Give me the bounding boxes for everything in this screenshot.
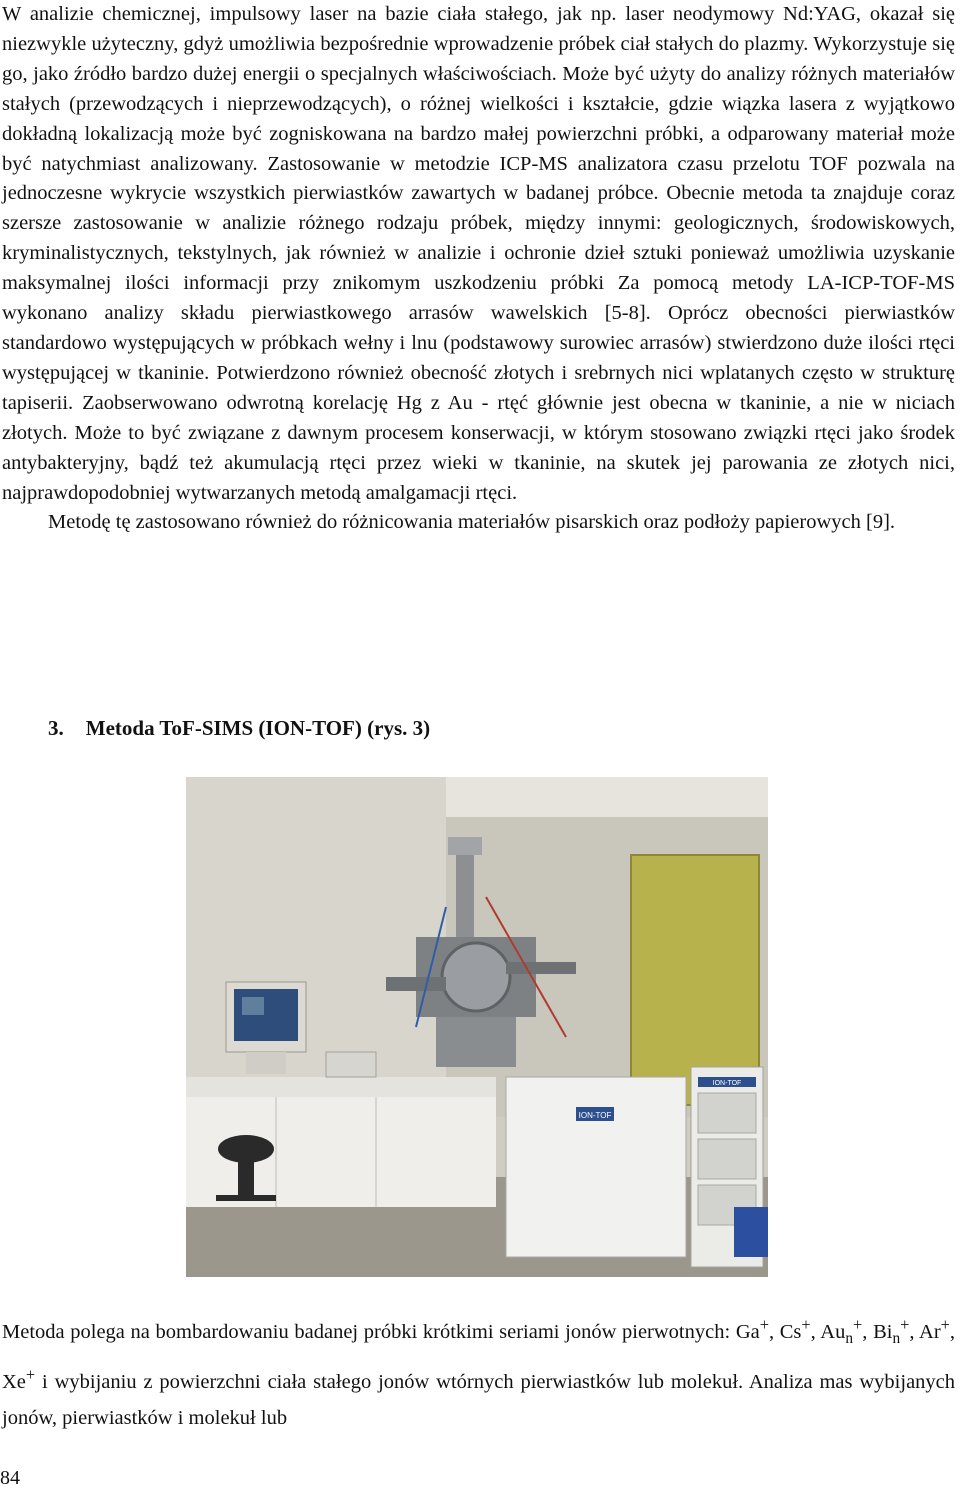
method-continuation: i wybijaniu z powierzchni ciała stałego jonów wtórnych pierwiastków lub molekuł. Analiza mas wybijanych jonów, pierwiastków i molekuł lub: [2, 1370, 956, 1429]
ion-xe: Xe+: [2, 1364, 36, 1393]
ion-ar: Ar+,: [919, 1315, 956, 1343]
page-number: 84: [0, 1467, 20, 1489]
section-heading: [48, 713, 430, 743]
ion-bi: $Bi_n^+$,: [873, 1315, 920, 1347]
figure-tof-sims-photo: [186, 777, 768, 1277]
body-text-top: [2, 0, 955, 538]
device-label-text: ION-TOF: [578, 1111, 612, 1120]
body-text-bottom: [2, 1307, 955, 1436]
rack-label-text: ION-TOF: [712, 1080, 742, 1087]
section-title: Metoda ToF-SIMS (ION-TOF) (rys. 3): [85, 716, 431, 740]
ion-cs: Cs+,: [779, 1315, 821, 1343]
paragraph-writing-materials: Metodę tę zastosowano również do różnicowania materiałów pisarskich oraz podłoży papierowych [9].: [48, 511, 896, 534]
section-number: 3.: [48, 716, 64, 740]
method-intro: Metoda polega na bombardowaniu badanej próbki krótkimi seriami jonów pierwotnych:: [2, 1320, 731, 1343]
paragraph-laser-analysis: W analizie chemicznej, impulsowy laser na bazie ciała stałego, jak np. laser neodymowy Nd:YAG, okazał się niezwykle użyteczny, gdyż umożliwia bezpośrednie wprowadzenie próbek ciał stałych do plazmy. Wykorzystuje się go, jako źródło bardzo dużej energii o specjalnych właściwościach. Może być użyty do analizy różnych materiałów stałych (przewodzących i nieprzewodzących), o różnej wielkości i kształcie, gdzie wiązka lasera z wyjątkowo dokładną lokalizacją może być zogniskowana na bardzo małej powierzchni próbki, a odparowany materiał może być natychmiast analizowany. Zastosowanie w metodzie ICP-MS analizatora czasu przelotu TOF pozwala na jednoczesne wykrycie wszystkich pierwiastków zawartych w badanej próbce. Obecnie metoda ta znajduje coraz szersze zastosowanie w analizie różnego rodzaju próbek, między innymi: geologicznych, środowiskowych, kryminalistycznych, tekstylnych, jak również w analizie i ochronie dzieł sztuki ponieważ umożliwia uzyskanie maksymalnej ilości informacji przy znikomym uszkodzeniu próbki Za pomocą metody LA-ICP-TOF-MS wykonano analizy składu pierwiastkowego arrasów wawelskich [5-8]. Oprócz obecności pierwiastków standardowo występujących w próbkach wełny i lnu (podstawowy surowiec arrasów) stwierdzono duże ilości rtęci występującej w tkaninie. Potwierdzono również obecność złotych i srebrnych nici wplatanych często w strukturę tapiserii. Zaobserwowano odwrotną korelację Hg z Au - rtęć głównie jest obecna w tkaninie, a nie w niciach złotych. Może to być związane z dawnym procesem konserwacji, w którym stosowano związki rtęci jako środek antybakteryjny, bądź też akumulacją rtęci przez wieki w tkaninie, na skutek jej parowania ze złotych nici, najprawdopodobniej wytwarzanych metodą amalgamacji rtęci.: [2, 3, 955, 504]
ion-au: $Au_n^+$,: [820, 1315, 874, 1347]
paragraph-tof-sims-method: [2, 1307, 955, 1436]
ion-ga: Ga+,: [735, 1315, 780, 1343]
photo-lab-equipment: [186, 777, 768, 1277]
